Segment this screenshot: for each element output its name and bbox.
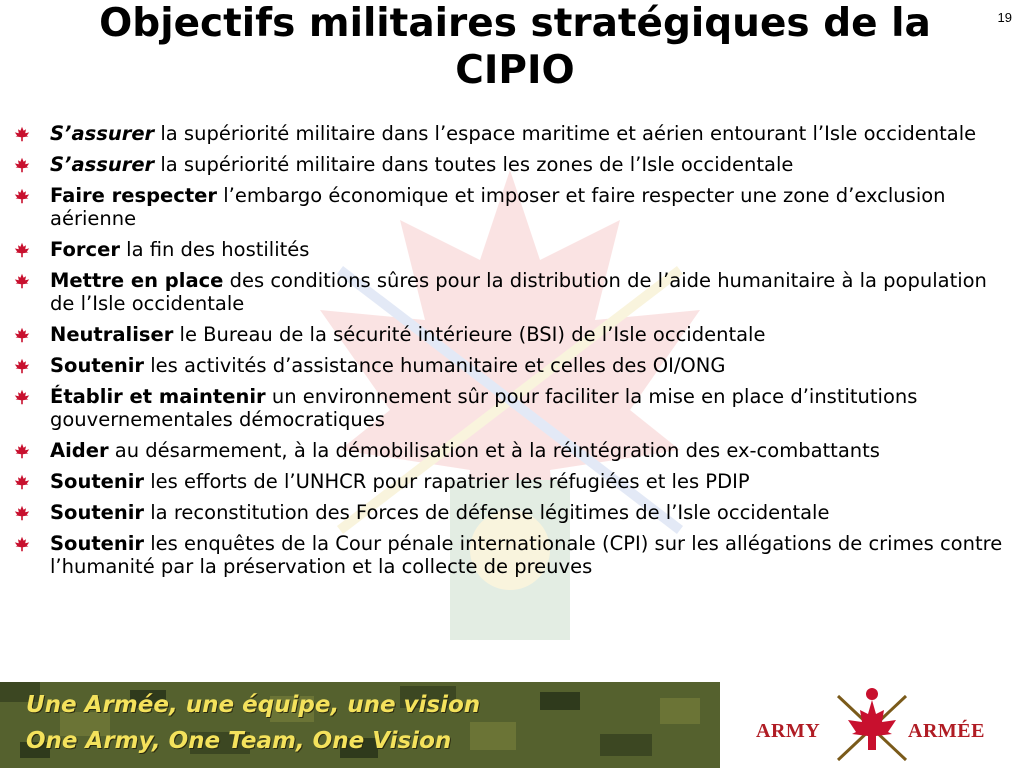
maple-leaf-icon: [14, 505, 30, 521]
objective-verb: S’assurer: [50, 122, 155, 145]
objective-text: les enquêtes de la Cour pénale internationale (CPI) sur les allégations de crimes contre l’humanité par la préservation et la collecte de preuves: [50, 532, 1003, 578]
page-number: 19: [997, 10, 1012, 25]
maple-leaf-icon: [14, 358, 30, 374]
maple-leaf-icon: [14, 443, 30, 459]
objective-text: les activités d’assistance humanitaire et celles des OI/ONG: [144, 354, 726, 377]
slide-title: Objectifs militaires stratégiques de la CIPIO: [99, 1, 931, 93]
maple-leaf-icon: [14, 188, 30, 204]
motto-english: One Army, One Team, One Vision: [26, 728, 452, 754]
list-item: [14, 439, 1004, 462]
list-item: [14, 184, 1004, 230]
list-item: [14, 501, 1004, 524]
objective-text: l’embargo économique et imposer et faire respecter une zone d’exclusion aérienne: [50, 184, 946, 230]
maple-leaf-icon: [14, 327, 30, 343]
list-item: [14, 354, 1004, 377]
objective-text: au désarmement, à la démobilisation et à la réintégration des ex-combattants: [108, 439, 880, 462]
list-item: [14, 385, 1004, 431]
maple-leaf-icon: [14, 157, 30, 173]
objective-text: la fin des hostilités: [119, 238, 310, 261]
army-logo: [752, 682, 1012, 768]
objective-text: la supériorité militaire dans l’espace maritime et aérien entourant l’Isle occidentale: [154, 122, 977, 145]
objective-text: la reconstitution des Forces de défense légitimes de l’Isle occidentale: [144, 501, 830, 524]
objective-verb: Mettre en place: [50, 269, 224, 292]
maple-leaf-icon: [14, 273, 30, 289]
objective-text: des conditions sûres pour la distribution de l’aide humanitaire à la population de l’Isle occidentale: [50, 269, 987, 315]
objective-verb: Soutenir: [50, 532, 145, 555]
objective-verb: S’assurer: [50, 153, 155, 176]
maple-leaf-icon: [14, 126, 30, 142]
objectives-list: [14, 122, 1004, 586]
footer-banner: [0, 682, 1024, 768]
list-item: [14, 269, 1004, 315]
camouflage-background: [0, 682, 720, 768]
army-crest-icon: [832, 686, 912, 766]
logo-text-armee: ARMÉE: [908, 720, 985, 742]
maple-leaf-icon: [14, 242, 30, 258]
objective-text: la supériorité militaire dans toutes les zones de l’Isle occidentale: [154, 153, 794, 176]
list-item: [14, 532, 1004, 578]
objective-verb: Neutraliser: [50, 323, 174, 346]
maple-leaf-icon: [14, 536, 30, 552]
list-item: [14, 323, 1004, 346]
objective-verb: Faire respecter: [50, 184, 218, 207]
logo-text-army: ARMY: [756, 720, 821, 742]
objective-verb: Soutenir: [50, 501, 145, 524]
objective-verb: Établir et maintenir: [50, 385, 266, 408]
objective-verb: Soutenir: [50, 470, 145, 493]
objective-verb: Soutenir: [50, 354, 145, 377]
maple-leaf-icon: [14, 389, 30, 405]
list-item: [14, 122, 1004, 145]
objective-text: les efforts de l’UNHCR pour rapatrier les réfugiées et les PDIP: [144, 470, 750, 493]
objective-text: le Bureau de la sécurité intérieure (BSI) de l’Isle occidentale: [173, 323, 766, 346]
list-item: [14, 153, 1004, 176]
list-item: [14, 470, 1004, 493]
maple-leaf-icon: [14, 474, 30, 490]
list-item: [14, 238, 1004, 261]
motto-french: Une Armée, une équipe, une vision: [26, 692, 481, 718]
objective-verb: Aider: [50, 439, 109, 462]
objective-verb: Forcer: [50, 238, 120, 261]
objective-text: un environnement sûr pour faciliter la mise en place d’institutions gouvernementales démocratiques: [50, 385, 918, 431]
